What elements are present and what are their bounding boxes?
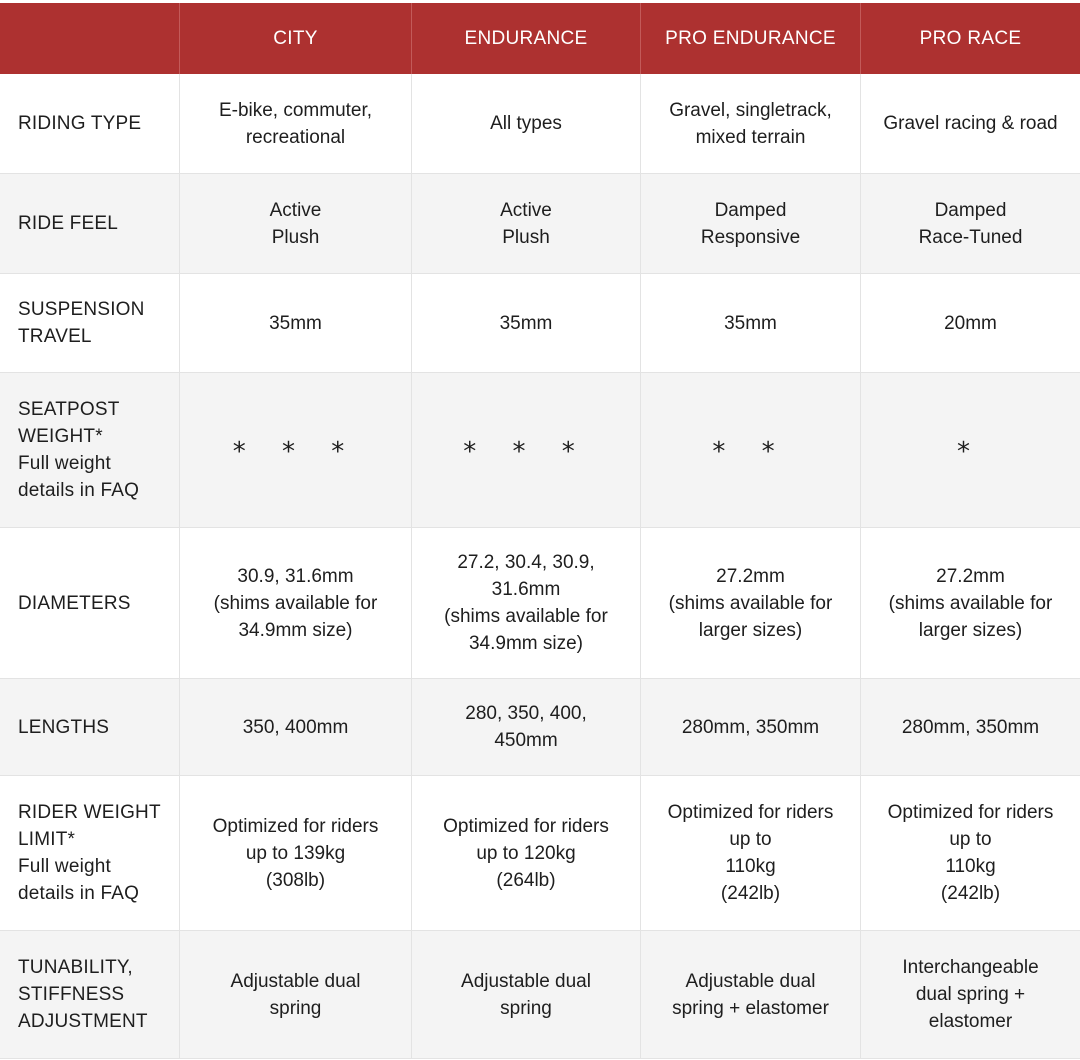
cell-ride-feel-city: Active Plush [180,174,412,274]
row-label-lengths: LENGTHS [0,679,180,776]
cell-ride-feel-endurance: Active Plush [412,174,641,274]
row-label-diameters: DIAMETERS [0,528,180,679]
cell-diameters-endurance: 27.2, 30.4, 30.9, 31.6mm (shims available for 34.9mm size) [412,528,641,679]
row-label-riding-type: RIDING TYPE [0,74,180,174]
comparison-table [0,3,1080,1059]
cell-riding-type-city: E-bike, commuter, recreational [180,74,412,174]
cell-lengths-city: 350, 400mm [180,679,412,776]
column-header-pro-endurance: PRO ENDURANCE [641,3,861,74]
cell-rider-weight-limit-pro-endurance: Optimized for riders up to 110kg (242lb) [641,776,861,931]
row-label-tunability: TUNABILITY, STIFFNESS ADJUSTMENT [0,931,180,1059]
cell-seatpost-weight-pro-race-stars: * [861,373,1080,528]
cell-diameters-pro-race: 27.2mm (shims available for larger sizes) [861,528,1080,679]
cell-diameters-city: 30.9, 31.6mm (shims available for 34.9mm size) [180,528,412,679]
row-label-rider-weight-limit: RIDER WEIGHT LIMIT* Full weight details in FAQ [0,776,180,931]
cell-ride-feel-pro-race: Damped Race-Tuned [861,174,1080,274]
cell-seatpost-weight-endurance-stars: * * * [412,373,641,528]
cell-seatpost-weight-city-stars: * * * [180,373,412,528]
cell-suspension-travel-pro-race: 20mm [861,274,1080,373]
cell-tunability-endurance: Adjustable dual spring [412,931,641,1059]
row-label-suspension-travel: SUSPENSION TRAVEL [0,274,180,373]
cell-tunability-pro-endurance: Adjustable dual spring + elastomer [641,931,861,1059]
column-header-pro-race: PRO RACE [861,3,1080,74]
row-label-seatpost-weight: SEATPOST WEIGHT* Full weight details in FAQ [0,373,180,528]
cell-suspension-travel-endurance: 35mm [412,274,641,373]
cell-diameters-pro-endurance: 27.2mm (shims available for larger sizes) [641,528,861,679]
cell-rider-weight-limit-city: Optimized for riders up to 139kg (308lb) [180,776,412,931]
cell-riding-type-endurance: All types [412,74,641,174]
header-corner-cell [0,3,180,74]
cell-lengths-endurance: 280, 350, 400, 450mm [412,679,641,776]
cell-ride-feel-pro-endurance: Damped Responsive [641,174,861,274]
cell-riding-type-pro-race: Gravel racing & road [861,74,1080,174]
cell-tunability-pro-race: Interchangeable dual spring + elastomer [861,931,1080,1059]
cell-lengths-pro-race: 280mm, 350mm [861,679,1080,776]
cell-suspension-travel-pro-endurance: 35mm [641,274,861,373]
cell-suspension-travel-city: 35mm [180,274,412,373]
row-label-ride-feel: RIDE FEEL [0,174,180,274]
cell-seatpost-weight-pro-endurance-stars: * * [641,373,861,528]
cell-tunability-city: Adjustable dual spring [180,931,412,1059]
column-header-city: CITY [180,3,412,74]
cell-lengths-pro-endurance: 280mm, 350mm [641,679,861,776]
cell-rider-weight-limit-pro-race: Optimized for riders up to 110kg (242lb) [861,776,1080,931]
cell-riding-type-pro-endurance: Gravel, singletrack, mixed terrain [641,74,861,174]
cell-rider-weight-limit-endurance: Optimized for riders up to 120kg (264lb) [412,776,641,931]
column-header-endurance: ENDURANCE [412,3,641,74]
